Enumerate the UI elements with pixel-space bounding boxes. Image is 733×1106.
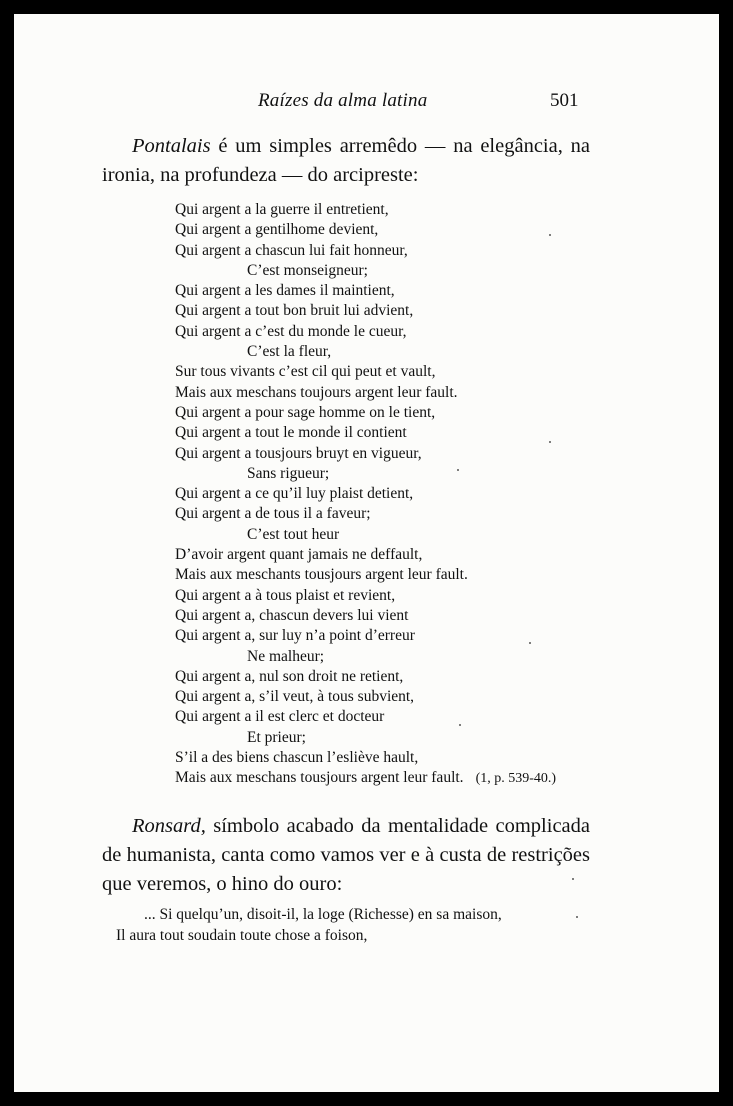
scan-speck [572, 878, 574, 880]
poem-line-text: Qui argent a ce qu’il luy plaist detient, [175, 485, 414, 503]
scan-speck [459, 724, 461, 726]
poem-line [175, 484, 615, 504]
scan-speck [529, 642, 531, 644]
poem-line-text: Qui argent a chascun lui fait honneur, [175, 241, 408, 259]
poem-line-text: Qui argent a gentilhome devient, [175, 221, 379, 239]
poem-line-text: Qui argent a la guerre il entretient, [175, 201, 389, 218]
running-title: Raízes da alma latina [258, 90, 428, 111]
book-page [14, 14, 719, 1092]
poem-line [175, 261, 615, 281]
poem-line [175, 444, 615, 464]
poem-line [175, 606, 615, 626]
ronsard-paragraph [102, 812, 590, 899]
author-name-ronsard: Ronsard, [132, 815, 206, 837]
poem-line [175, 687, 615, 707]
poem-line [175, 342, 615, 362]
poem-line-text: Mais aux meschans toujours argent leur fault. [175, 383, 458, 401]
poem-block [175, 200, 615, 789]
quote-block [116, 904, 556, 946]
paragraph-text: símbolo acabado da mentalidade complicada de humanista, canta como vamos ver e à custa de restrições que veremos, o hino do ouro: [102, 815, 590, 895]
poem-line-text: Qui argent a à tous plaist et revient, [175, 586, 396, 604]
poem-line-text: D’avoir argent quant jamais ne deffault, [175, 546, 423, 564]
scan-speck [549, 441, 551, 443]
poem-line-text: C’est tout heur [247, 525, 340, 543]
page-header [14, 90, 719, 118]
poem-line [175, 322, 615, 342]
poem-line [175, 768, 615, 788]
poem-line-text: Qui argent a tousjours bruyt en vigueur, [175, 444, 422, 462]
poem-line-text: C’est la fleur, [247, 343, 332, 361]
poem-line-text: Qui argent a de tous il a faveur; [175, 505, 371, 523]
quote-line: ... Si quelqu’un, disoit-il, la loge (Richesse) en sa maison, [144, 906, 502, 923]
intro-paragraph [102, 132, 590, 190]
poem-line [175, 565, 615, 585]
poem-line-text: S’il a des biens chascun l’esliève hault, [175, 749, 419, 767]
poem-line [175, 200, 615, 220]
scan-speck [576, 916, 578, 918]
poem-line [175, 362, 615, 382]
author-name-pontalais: Pontalais [132, 135, 211, 157]
poem-line [175, 383, 615, 403]
quote-line: Il aura tout soudain toute chose a foison, [116, 927, 368, 944]
poem-line-text: C’est monseigneur; [247, 261, 368, 279]
poem-line-text: Et prieur; [247, 728, 306, 746]
poem-line [175, 707, 615, 727]
poem-line [175, 281, 615, 301]
poem-line [175, 525, 615, 545]
poem-line [175, 728, 615, 748]
paragraph-text: é um simples arremêdo — na elegância, na ironia, na profundeza — do arcipreste: [102, 135, 590, 186]
poem-line-text: Ne malheur; [247, 647, 325, 665]
scan-speck [549, 234, 551, 236]
scan-speck [457, 469, 459, 471]
poem-line [175, 748, 615, 768]
poem-line [175, 626, 615, 646]
poem-line-text: Qui argent a il est clerc et docteur [175, 708, 385, 726]
poem-line [175, 220, 615, 240]
poem-line-text: Sans rigueur; [247, 464, 330, 482]
poem-line-text: Qui argent a, sur luy n’a point d’erreur [175, 627, 415, 645]
poem-line [175, 301, 615, 321]
poem-line-text: Qui argent a c’est du monde le cueur, [175, 322, 407, 340]
page-number: 501 [550, 90, 579, 111]
poem-line-text: Mais aux meschans tousjours argent leur fault. [175, 769, 464, 787]
poem-line-text: Qui argent a, s’il veut, à tous subvient, [175, 688, 415, 706]
citation: (1, p. 539-40.) [475, 771, 557, 787]
poem-line [175, 403, 615, 423]
poem-line-text: Qui argent a tout le monde il contient [175, 424, 407, 442]
poem-line-text: Qui argent a, chascun devers lui vient [175, 606, 409, 624]
poem-line [175, 464, 615, 484]
poem-line [175, 647, 615, 667]
poem-line [175, 545, 615, 565]
poem-line-text: Mais aux meschants tousjours argent leur fault. [175, 566, 468, 584]
poem-line [175, 667, 615, 687]
poem-line [175, 586, 615, 606]
poem-line-text: Qui argent a tout bon bruit lui advient, [175, 302, 414, 320]
poem-line-text: Qui argent a les dames il maintient, [175, 282, 395, 300]
poem-line [175, 504, 615, 524]
poem-line [175, 241, 615, 261]
poem-line-text: Qui argent a, nul son droit ne retient, [175, 667, 404, 685]
poem-line-text: Qui argent a pour sage homme on le tient, [175, 403, 436, 421]
poem-line-text: Sur tous vivants c’est cil qui peut et vault, [175, 363, 436, 381]
